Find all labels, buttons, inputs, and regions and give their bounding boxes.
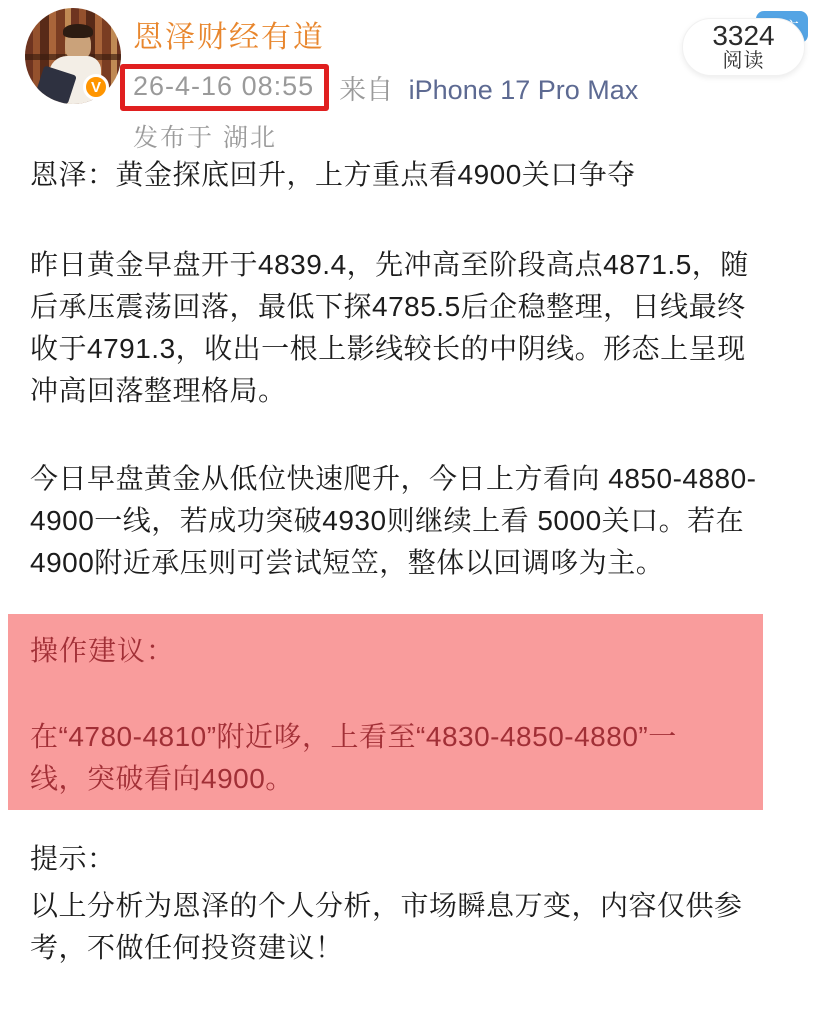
- avatar[interactable]: [25, 8, 121, 104]
- post-paragraph-1: 昨日黄金早盘开于4839.4，先冲高至阶段高点4871.5，随后承压震荡回落，最低下探4785.5后企稳整理，日线最终收于4791.3，收出一根上影线较长的中阴线。形态上呈现冲高回落整理格局。: [30, 249, 749, 406]
- advice-title: 操作建议：: [30, 635, 176, 666]
- post-paragraph-2: 今日早盘黄金从低位快速爬升，今日上方看向 4850-4880-4900一线，若成功突破4930则继续上看 5000关口。若在4900附近承压则可尝试短笠，整体以回调哆为主。: [30, 463, 757, 578]
- advice-highlight-box: [8, 614, 763, 810]
- post-body: [0, 154, 765, 969]
- post-source: [339, 68, 638, 107]
- read-count-badge[interactable]: [682, 18, 805, 76]
- read-count-widget: [682, 18, 805, 76]
- source-prefix: 来自: [339, 75, 394, 105]
- verified-badge-icon: V: [83, 74, 109, 100]
- avatar-person-hair: [63, 24, 93, 38]
- read-count-label: 阅读: [722, 50, 765, 72]
- tips-body: 以上分析为恩泽的个人分析，市场瞬息万变，内容仅供参考，不做任何投资建议！: [30, 890, 743, 963]
- post-title: 恩泽：黄金探底回升，上方重点看4900关口争夺: [30, 159, 636, 190]
- source-device-link[interactable]: iPhone 17 Pro Max: [408, 75, 639, 105]
- read-count-value: 3324: [712, 20, 775, 51]
- post-location: 发布于 湖北: [133, 124, 277, 152]
- timestamp-highlight-box: [120, 64, 329, 111]
- post-header: [0, 0, 828, 152]
- advice-body: 在“4780-4810”附近哆，上看至“4830-4850-4880”一线，突破看向4900。: [30, 721, 677, 794]
- header-info: [133, 12, 638, 154]
- timestamp: 26-4-16 08:55: [133, 71, 315, 101]
- meta-row: [133, 64, 638, 111]
- username[interactable]: 恩泽财经有道: [133, 21, 325, 54]
- tips-title: 提示：: [30, 843, 116, 874]
